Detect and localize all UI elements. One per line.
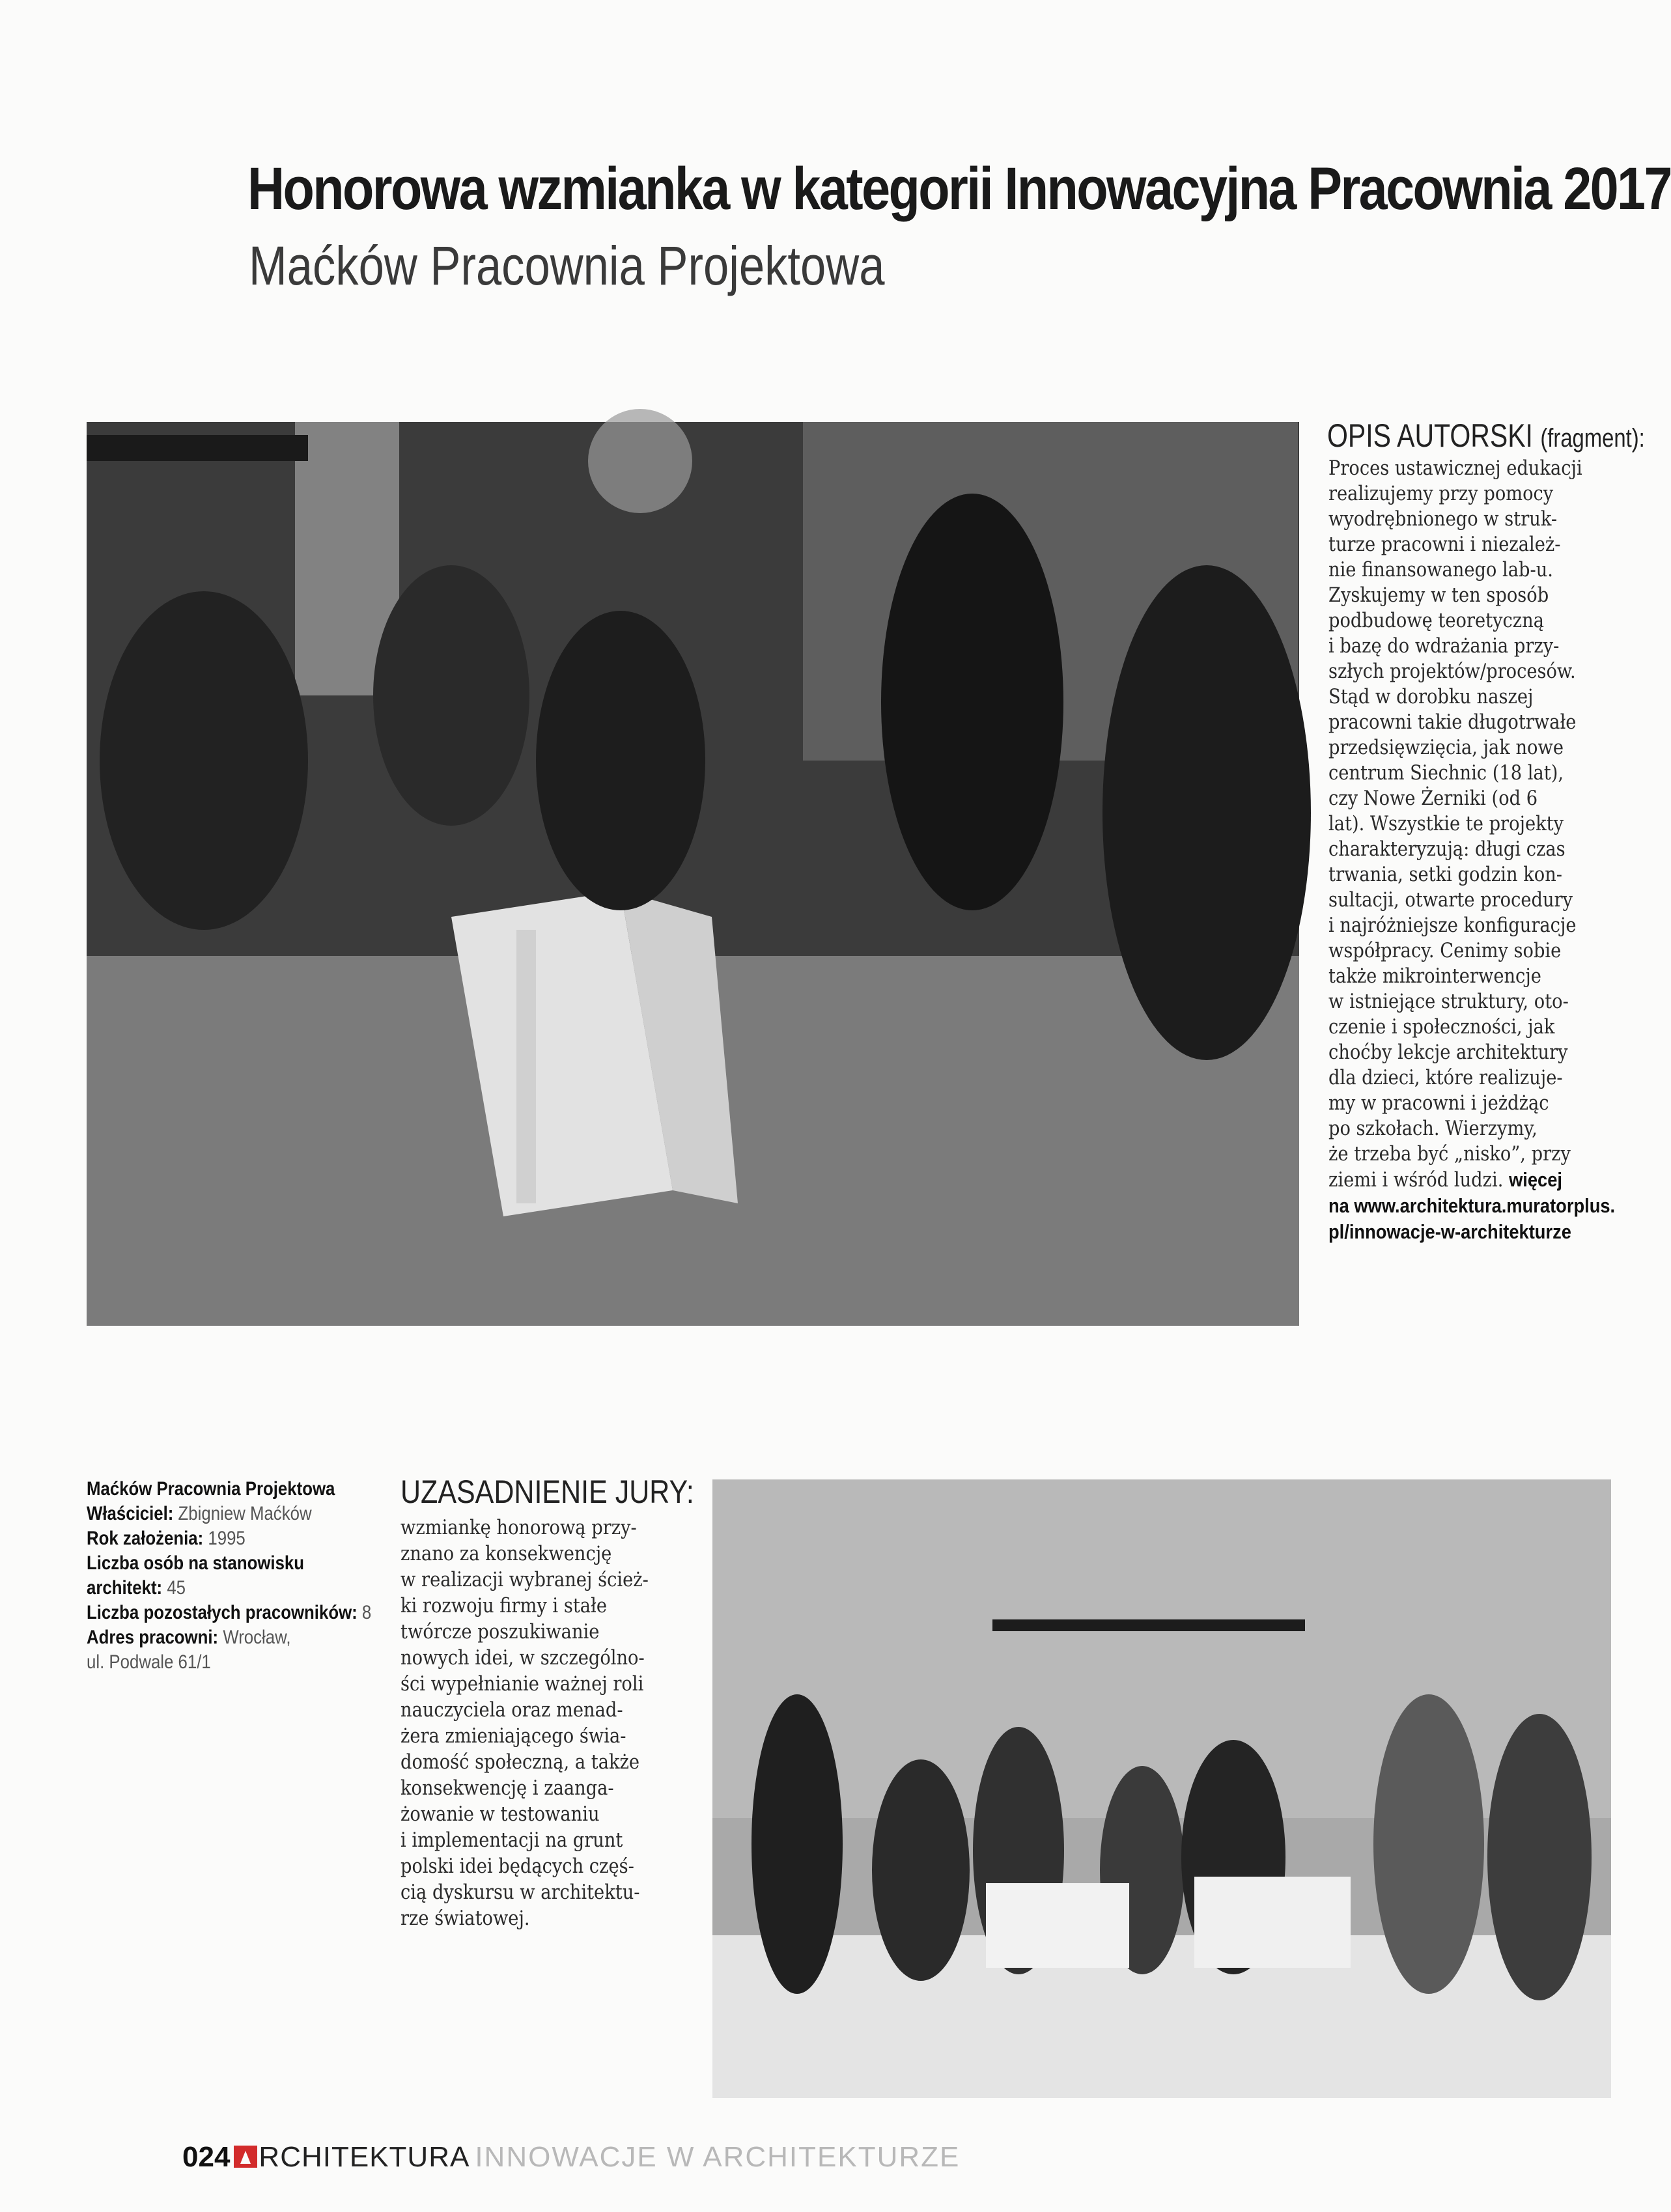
author-description-heading-main: OPIS AUTORSKI xyxy=(1327,417,1533,454)
firm-name: Maćków Pracownia Projektowa xyxy=(87,1478,335,1500)
text-line: podbudowę teoretyczną xyxy=(1328,609,1545,632)
owner-value: Zbigniew Maćków xyxy=(178,1503,312,1524)
founded-label: Rok założenia: xyxy=(87,1528,204,1549)
text-line: współpracy. Cenimy sobie xyxy=(1328,939,1562,962)
text-line: w istniejące struktury, oto- xyxy=(1328,990,1569,1013)
text-line: nie finansowanego lab-u. xyxy=(1328,558,1553,581)
page-title: Honorowa wzmianka w kategorii Innowacyjna Pracownia 2017 xyxy=(247,156,1671,222)
info-others xyxy=(87,1601,372,1625)
text-line: także mikrointerwencje xyxy=(1328,964,1541,988)
text-line: przedsięwzięcia, jak nowe xyxy=(1328,736,1564,759)
text-line-end: ziemi i wśród ludzi. xyxy=(1328,1168,1504,1192)
text-line xyxy=(1328,1167,1638,1193)
owner-label: Właściciel: xyxy=(87,1503,174,1524)
text-line: nauczyciela oraz menad- xyxy=(400,1698,623,1722)
top-photo xyxy=(87,422,1299,1326)
text-line: rze światowej. xyxy=(400,1907,530,1930)
text-line: nowych idei, w szczególno- xyxy=(400,1646,645,1670)
text-line: żera zmieniającego świa- xyxy=(400,1724,626,1748)
more-link-url-part-1[interactable]: na www.architektura.muratorplus. xyxy=(1328,1194,1616,1217)
text-line: realizujemy przy pomocy xyxy=(1328,482,1554,505)
text-line xyxy=(1328,1193,1638,1219)
page-number: 024 xyxy=(182,2141,231,2173)
text-line: czy Nowe Żerniki (od 6 xyxy=(1328,787,1538,810)
magazine-name: RCHITEKTURA xyxy=(259,2141,470,2173)
bottom-photo xyxy=(712,1479,1611,2098)
address-value-1: Wrocław, xyxy=(223,1627,291,1648)
text-line: i implementacji na grunt xyxy=(400,1828,623,1852)
text-line: po szkołach. Wierzymy, xyxy=(1328,1117,1538,1140)
section-name: INNOWACJE W ARCHITEKTURZE xyxy=(475,2141,961,2173)
text-line: pracowni takie długotrwałe xyxy=(1328,710,1577,734)
author-description-heading-note: (fragment): xyxy=(1540,424,1645,453)
info-firm xyxy=(87,1477,344,1502)
text-line: znano za konsekwencję xyxy=(400,1542,612,1565)
studio-info xyxy=(87,1477,386,1675)
others-value: 8 xyxy=(361,1602,372,1623)
text-line: centrum Siechnic (18 lat), xyxy=(1328,761,1564,785)
text-line: i najróżniejsze konfiguracje xyxy=(1328,914,1577,937)
founded-value: 1995 xyxy=(208,1528,246,1549)
text-line: ki rozwoju firmy i stałe xyxy=(400,1594,608,1617)
architects-label-2: architekt: xyxy=(87,1577,163,1599)
text-line: my w pracowni i jeżdżąc xyxy=(1328,1091,1549,1115)
info-architects xyxy=(87,1576,344,1601)
text-line: Stąd w dorobku naszej xyxy=(1328,685,1534,708)
top-photo-illustration xyxy=(87,422,1299,1326)
text-line: żowanie w testowaniu xyxy=(400,1802,600,1826)
text-line: cią dyskursu w architektu- xyxy=(400,1881,640,1904)
text-line xyxy=(1328,1219,1638,1245)
info-address-2: ul. Podwale 61/1 xyxy=(87,1651,211,1673)
info-owner xyxy=(87,1502,344,1526)
author-description-heading xyxy=(1327,417,1645,455)
bottom-photo-illustration xyxy=(712,1479,1611,2098)
text-line: trwania, setki godzin kon- xyxy=(1328,863,1562,886)
text-line: wyodrębnionego w struk- xyxy=(1328,507,1558,531)
text-line: Zyskujemy w ten sposób xyxy=(1328,583,1549,607)
text-line: wzmiankę honorową przy- xyxy=(400,1516,637,1539)
info-founded xyxy=(87,1526,344,1551)
footer xyxy=(182,2141,960,2174)
page-subtitle: Maćków Pracownia Projektowa xyxy=(249,235,885,296)
others-label: Liczba pozostałych pracowników: xyxy=(87,1602,358,1623)
text-line: lat). Wszystkie te projekty xyxy=(1328,812,1564,835)
text-line: ści wypełnianie ważnej roli xyxy=(400,1672,644,1696)
text-line: czenie i społeczności, jak xyxy=(1328,1015,1555,1039)
more-link[interactable]: więcej xyxy=(1509,1168,1562,1191)
text-line: choćby lekcje architektury xyxy=(1328,1041,1568,1064)
text-line: charakteryzują: długi czas xyxy=(1328,837,1566,861)
text-line: twórcze poszukiwanie xyxy=(400,1620,600,1644)
text-line: szłych projektów/procesów. xyxy=(1328,660,1576,683)
more-link-url-part-2[interactable]: pl/innowacje-w-architekturze xyxy=(1328,1220,1571,1243)
architects-label-1: Liczba osób na stanowisku xyxy=(87,1552,305,1574)
magazine-logo-icon xyxy=(234,2146,257,2168)
text-line: że trzeba być „nisko”, przy xyxy=(1328,1142,1571,1166)
jury-heading: UZASADNIENIE JURY: xyxy=(400,1474,694,1510)
author-description-text xyxy=(1328,456,1638,1245)
address-label: Adres pracowni: xyxy=(87,1627,219,1648)
jury-text xyxy=(400,1515,649,1931)
architects-value: 45 xyxy=(167,1577,186,1599)
text-line: dla dzieci, które realizuje- xyxy=(1328,1066,1563,1089)
text-line: Proces ustawicznej edukacji xyxy=(1328,456,1582,480)
info-architects-label xyxy=(87,1551,344,1576)
text-line: i bazę do wdrażania przy- xyxy=(1328,634,1560,658)
text-line: polski idei będących częś- xyxy=(400,1855,634,1878)
text-line: konsekwencję i zaanga- xyxy=(400,1776,614,1800)
text-line: turze pracowni i niezależ- xyxy=(1328,533,1561,556)
info-address xyxy=(87,1625,344,1650)
text-line: domość społeczną, a także xyxy=(400,1750,640,1774)
text-line: w realizacji wybranej ścież- xyxy=(400,1568,649,1591)
text-line: sultacji, otwarte procedury xyxy=(1328,888,1573,912)
